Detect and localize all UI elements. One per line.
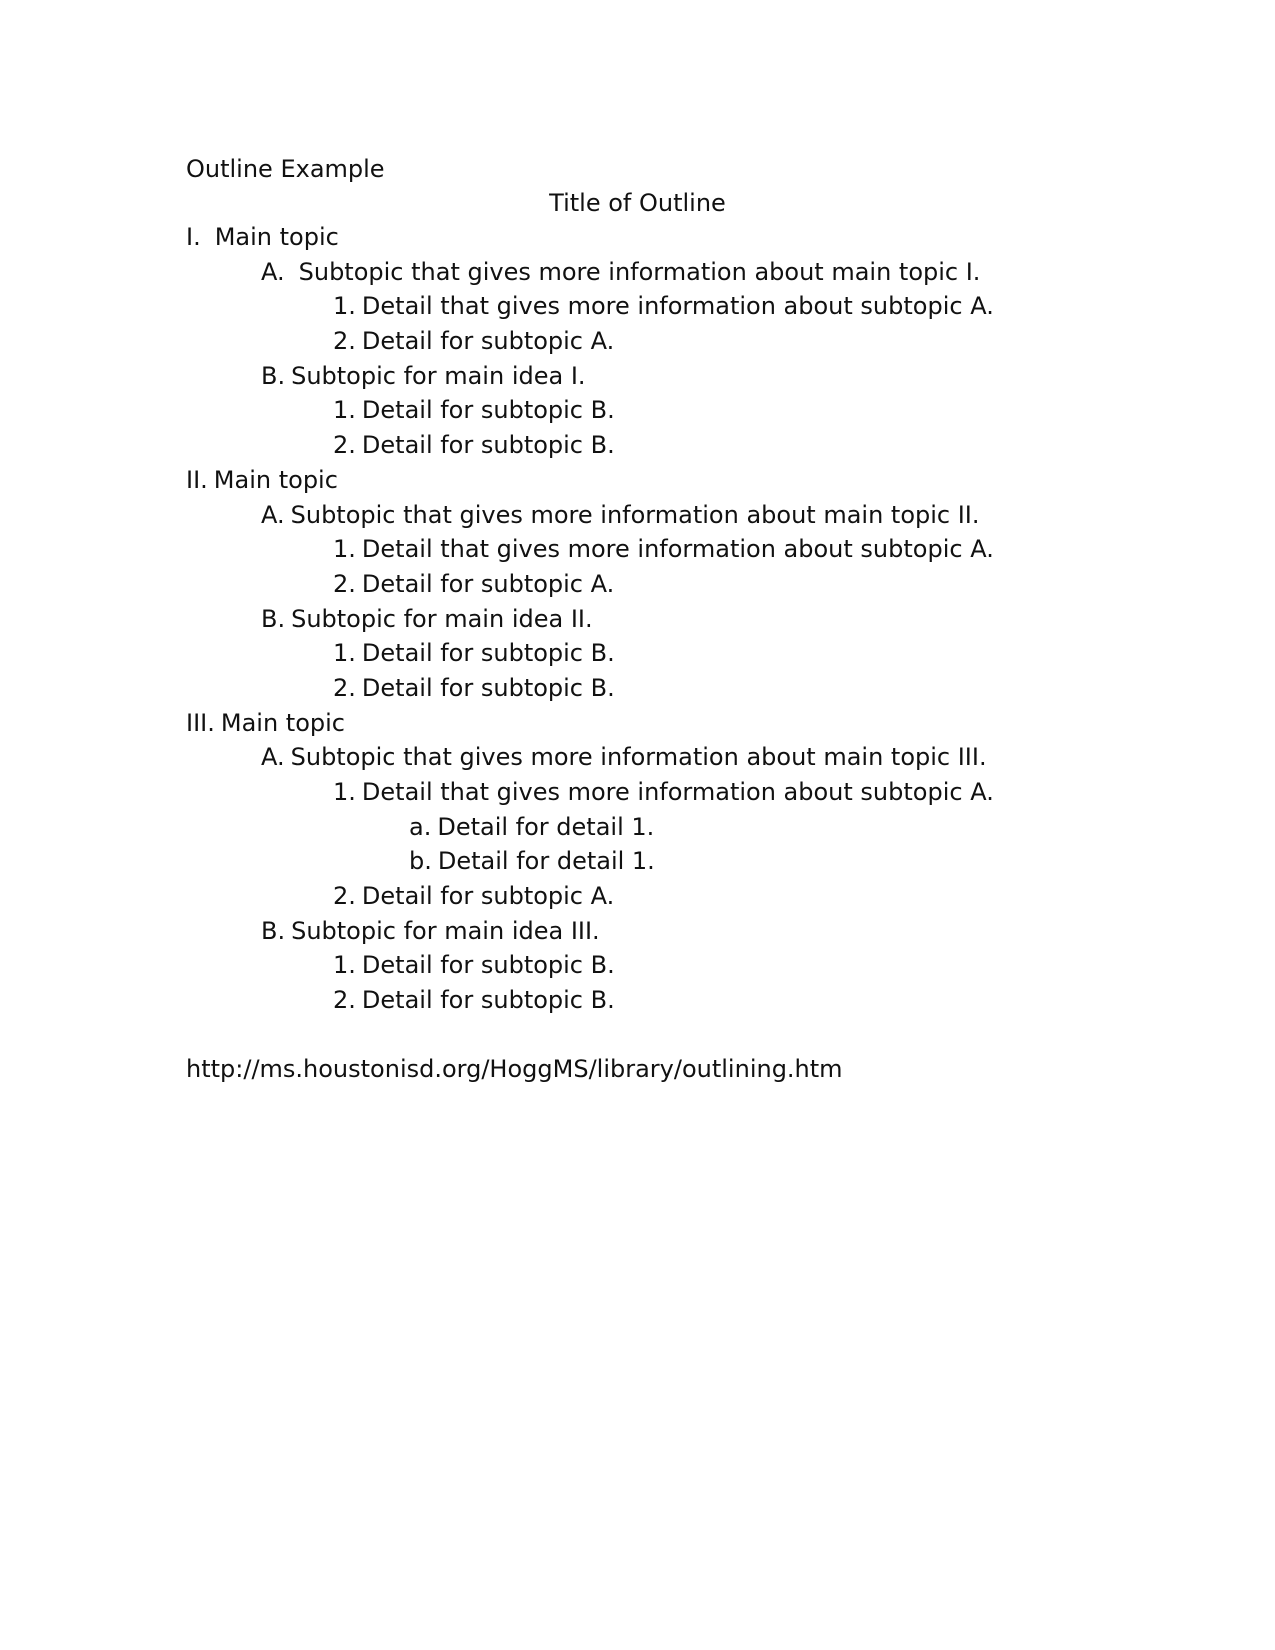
detail-row bbox=[186, 636, 1236, 671]
outline-marker: 2. bbox=[333, 986, 356, 1015]
outline-text: Subtopic for main idea I. bbox=[291, 361, 586, 390]
sub-detail-row bbox=[186, 844, 1236, 879]
outline-text: Subtopic for main idea II. bbox=[291, 604, 593, 633]
main-topic-row bbox=[186, 220, 1236, 255]
outline-marker: III. bbox=[186, 708, 215, 737]
outline-text: Detail that gives more information about subtopic A. bbox=[361, 778, 994, 806]
main-topic-row bbox=[186, 463, 1236, 498]
sub-detail-row bbox=[186, 810, 1236, 845]
subtopic-row bbox=[186, 255, 1236, 290]
outline-marker: b. bbox=[409, 847, 432, 876]
outline-text: Subtopic that gives more information about main topic I. bbox=[298, 257, 981, 286]
outline-text: Main topic bbox=[213, 465, 338, 494]
outline-text: Detail for subtopic B. bbox=[361, 431, 615, 460]
outline-marker: I. bbox=[186, 223, 201, 251]
outline-marker: A. bbox=[261, 743, 285, 772]
outline-text: Main topic bbox=[214, 223, 339, 251]
detail-row bbox=[186, 948, 1236, 983]
outline-text: Detail for subtopic B. bbox=[361, 986, 615, 1015]
detail-row bbox=[186, 532, 1236, 567]
outline-text: Subtopic that gives more information about main topic III. bbox=[290, 743, 987, 772]
outline-marker: A. bbox=[261, 500, 285, 529]
outline-text: Detail for subtopic A. bbox=[361, 882, 615, 911]
outline-text: Subtopic for main idea III. bbox=[291, 916, 600, 945]
outline-text: Detail for detail 1. bbox=[437, 847, 655, 876]
detail-row bbox=[186, 775, 1236, 810]
source-url-text: http://ms.houstonisd.org/HoggMS/library/outlining.htm bbox=[186, 1055, 843, 1083]
detail-row bbox=[186, 393, 1236, 428]
outline-marker: 2. bbox=[333, 327, 356, 356]
outline-title: Title of Outline bbox=[549, 189, 726, 217]
outline-text: Detail that gives more information about subtopic A. bbox=[361, 535, 994, 564]
main-topic-row bbox=[186, 706, 1236, 741]
detail-row bbox=[186, 324, 1236, 359]
outline-marker: 2. bbox=[333, 569, 356, 598]
outline-marker: B. bbox=[261, 916, 286, 945]
outline-marker: II. bbox=[186, 465, 208, 494]
detail-row bbox=[186, 567, 1236, 602]
detail-row bbox=[186, 671, 1236, 706]
subtopic-row bbox=[186, 602, 1236, 637]
outline-marker: 1. bbox=[333, 639, 356, 668]
outline-marker: 2. bbox=[333, 431, 356, 460]
subtopic-row bbox=[186, 359, 1236, 394]
subtopic-row bbox=[186, 498, 1236, 533]
detail-row bbox=[186, 983, 1236, 1018]
outline-text: Subtopic that gives more information about main topic II. bbox=[290, 500, 980, 529]
detail-row bbox=[186, 289, 1236, 324]
document-heading: Outline Example bbox=[186, 155, 385, 183]
outline-marker: 1. bbox=[333, 396, 356, 425]
subtopic-row bbox=[186, 914, 1236, 949]
outline-marker: 1. bbox=[333, 535, 356, 564]
outline-marker: 1. bbox=[333, 292, 356, 321]
detail-row bbox=[186, 428, 1236, 463]
outline-marker: 2. bbox=[333, 673, 356, 702]
outline-text: Detail for detail 1. bbox=[437, 812, 655, 841]
outline-text: Detail for subtopic B. bbox=[361, 951, 615, 980]
detail-row bbox=[186, 879, 1236, 914]
outline-list bbox=[186, 220, 1236, 1018]
subtopic-row bbox=[186, 740, 1236, 775]
outline-text: Detail for subtopic A. bbox=[361, 569, 615, 598]
outline-text: Detail for subtopic B. bbox=[361, 639, 615, 668]
outline-text: Main topic bbox=[220, 708, 345, 737]
outline-text: Detail that gives more information about subtopic A. bbox=[361, 292, 994, 321]
outline-marker: 2. bbox=[333, 882, 356, 911]
outline-text: Detail for subtopic A. bbox=[361, 327, 615, 356]
outline-marker: B. bbox=[261, 361, 286, 390]
outline-marker: a. bbox=[409, 812, 432, 841]
outline-text: Detail for subtopic B. bbox=[361, 396, 615, 425]
outline-marker: A. bbox=[261, 257, 285, 286]
outline-text: Detail for subtopic B. bbox=[361, 673, 615, 702]
outline-marker: 1. bbox=[333, 951, 356, 980]
outline-marker: B. bbox=[261, 604, 286, 633]
outline-marker: 1. bbox=[333, 778, 356, 806]
